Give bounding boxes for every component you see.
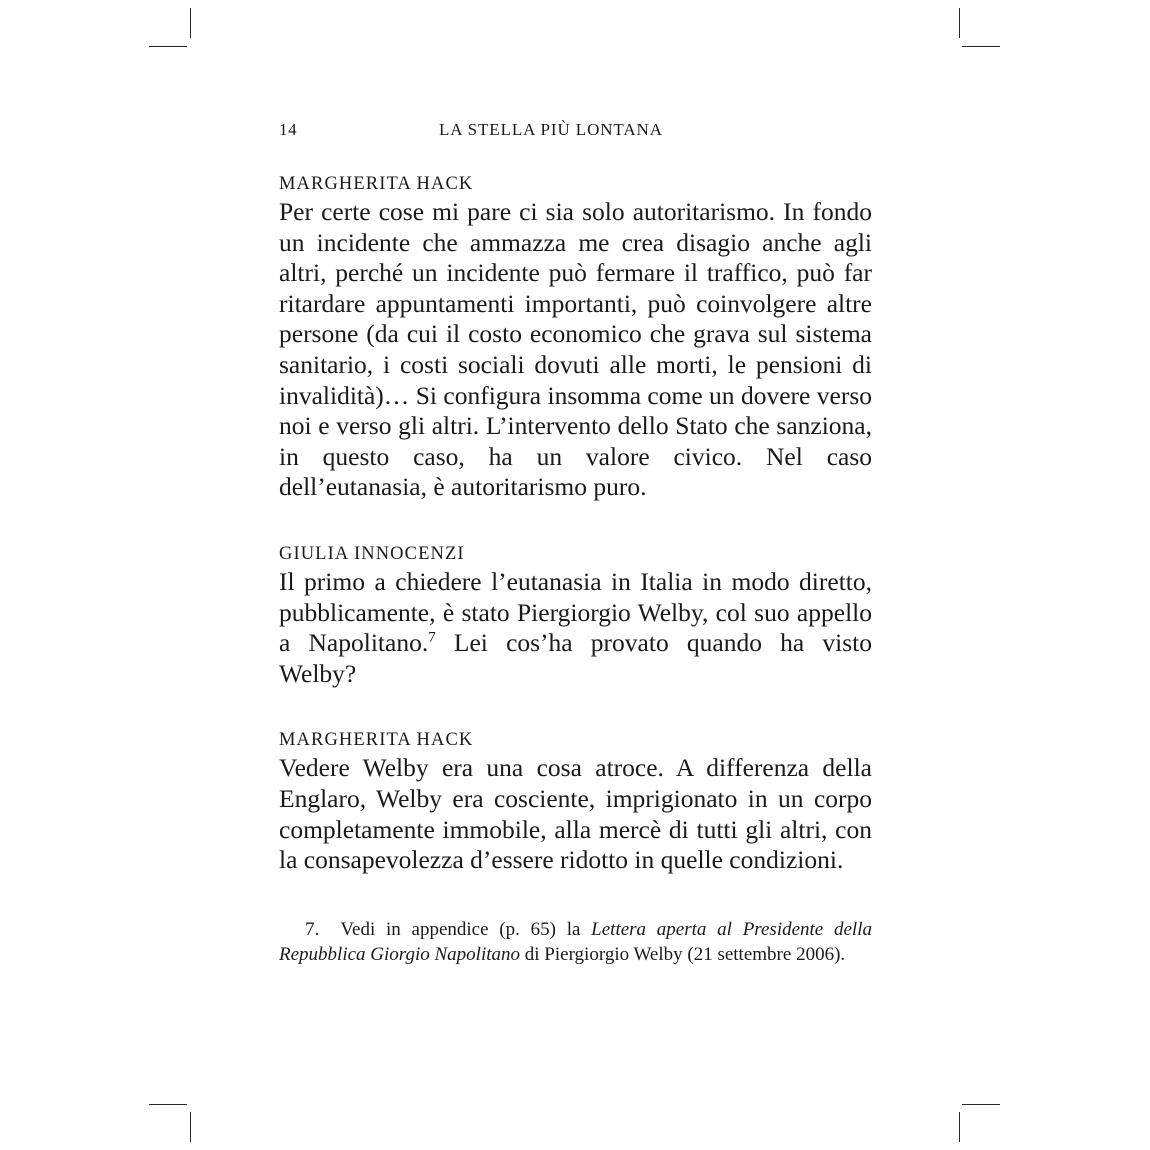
crop-mark-top-left-vertical xyxy=(190,8,191,38)
dialogue-block xyxy=(279,730,872,875)
paragraph-text-part: Il primo a chiedere l’eutanasia in Italia in modo diretto, pubblicamente, è stato Piergiorgio Welby, col suo appello a Napolitano. xyxy=(279,566,872,658)
paragraph-text-part: Lei cos’ha provato quando ha visto Welby? xyxy=(279,628,873,688)
footnote xyxy=(279,917,872,967)
paragraph-text: Per certe cose mi pare ci sia solo autoritarismo. In fondo un incidente che ammazza me crea disagio anche agli altri, perché un incidente può fermare il traffico, può far ritardare appuntamenti importanti, può coinvolgere altre persone (da cui il costo economico che grava sul sistema sanitario, i costi sociali dovuti alle morti, le pensioni di invalidità)… Si configura insomma come un dovere verso noi e verso gli altri. L’intervento dello Stato che sanziona, in questo caso, ha un valore civico. Nel caso dell’eutanasia, è autoritarismo puro. xyxy=(279,197,872,502)
page-text-block xyxy=(279,120,872,967)
footnote-text-part: di Piergiorgio Welby (21 settembre 2006). xyxy=(520,943,846,965)
paragraph-text xyxy=(279,567,872,689)
running-head-title: LA STELLA PIÙ LONTANA xyxy=(439,120,663,139)
footnote-text-part: Vedi in appendice (p. 65) la xyxy=(340,918,592,940)
footnote-title-italic: Lettera aperta al Presidente della Repubblica Giorgio Napolitano xyxy=(279,918,872,965)
speaker-label: MARGHERITA HACK xyxy=(279,174,474,194)
running-head xyxy=(279,120,872,140)
paragraph-text: Vedere Welby era una cosa atroce. A differenza della Englaro, Welby era cosciente, imprigionato in un corpo completamente immobile, alla mercè di tutti gli altri, con la consapevolezza d’essere ridotto in quelle condizioni. xyxy=(279,753,872,875)
crop-mark-bottom-left-vertical xyxy=(190,1112,191,1142)
crop-mark-bottom-left-horizontal xyxy=(149,1104,187,1105)
dialogue-block xyxy=(279,544,872,689)
footnote-reference[interactable]: 7 xyxy=(428,629,436,646)
dialogue-block xyxy=(279,174,872,503)
crop-mark-top-right-horizontal xyxy=(962,46,1000,47)
footnote-number: 7. xyxy=(305,918,320,940)
crop-mark-top-right-vertical xyxy=(959,8,960,38)
page-number: 14 xyxy=(279,120,298,139)
speaker-label: GIULIA INNOCENZI xyxy=(279,543,465,564)
crop-mark-bottom-right-vertical xyxy=(959,1112,960,1142)
footnote-space xyxy=(319,919,340,940)
crop-mark-top-left-horizontal xyxy=(149,46,187,47)
crop-mark-bottom-right-horizontal xyxy=(962,1104,1000,1105)
speaker-label: MARGHERITA HACK xyxy=(279,730,474,751)
